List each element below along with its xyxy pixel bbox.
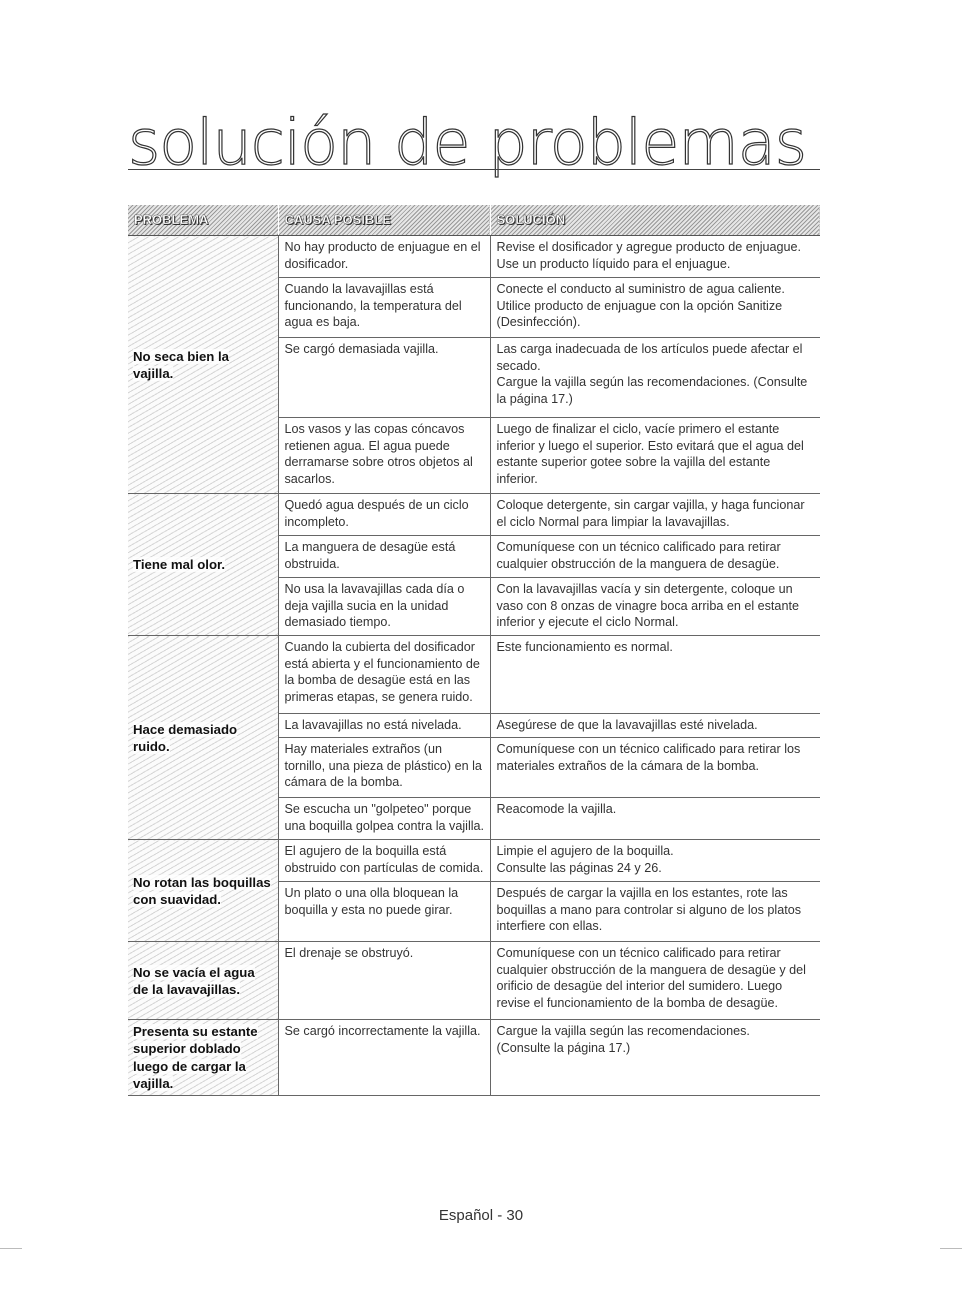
problem-cell [128, 494, 278, 636]
cause-cell: No hay producto de enjuague en el dosificador. [278, 236, 490, 278]
cause-cell: La manguera de desagüe está obstruida. [278, 536, 490, 578]
solution-line: Este funcionamiento es normal. [496, 640, 673, 654]
solution-cell [490, 714, 820, 738]
header-cause: CAUSA POSIBLE [278, 205, 490, 236]
solution-cell [490, 882, 820, 942]
solution-line: Las carga inadecuada de los artículos puede afectar el secado. [496, 342, 803, 373]
solution-line: Cargue la vajilla según las recomendaciones. [496, 1024, 750, 1038]
table-row [128, 236, 820, 278]
solution-cell [490, 798, 820, 840]
problem-text: Tiene mal olor. [133, 557, 226, 573]
solution-cell [490, 1020, 820, 1096]
solution-line: Utilice producto de enjuague con la opción Sanitize (Desinfección). [496, 298, 783, 330]
solution-cell [490, 578, 820, 636]
solution-line: Coloque detergente, sin cargar vajilla, y haga funcionar el ciclo Normal para limpiar la lavavajillas. [496, 498, 805, 529]
solution-line: Con la lavavajillas vacía y sin detergente, coloque un vaso con 8 onzas de vinagre boca arriba en el estante inferior y ejecute el ciclo Normal. [496, 582, 799, 630]
title-rule [128, 169, 820, 170]
problem-cell [128, 1020, 278, 1096]
cause-cell: Un plato o una olla bloquean la boquilla y esta no puede girar. [278, 882, 490, 942]
crop-mark [0, 1248, 22, 1249]
solution-line: Después de cargar la vajilla en los estantes, rote las boquillas a mano para controlar si alguno de los platos interfiere con ellas. [496, 886, 802, 934]
cause-cell: No usa la lavavajillas cada día o deja vajilla sucia en la unidad demasiado tiempo. [278, 578, 490, 636]
header-problem: PROBLEMA [128, 205, 278, 236]
solution-line: Limpie el agujero de la boquilla. [496, 844, 674, 858]
table-header-row [128, 205, 820, 236]
table-row [128, 494, 820, 536]
solution-cell [490, 236, 820, 278]
problem-text: Hace demasiado ruido. [133, 721, 238, 754]
solution-cell [490, 840, 820, 882]
solution-cell [490, 338, 820, 418]
header-solution: SOLUCIÓN [490, 205, 820, 236]
solution-line: Conecte el conducto al suministro de agua caliente. [496, 282, 785, 296]
solution-line: Cargue la vajilla según las recomendaciones. (Consulte la página 17.) [496, 375, 808, 406]
cause-cell: Cuando la cubierta del dosificador está abierta y el funcionamiento de la bomba de desagüe está en las primeras etapas, se genera ruido. [278, 636, 490, 714]
cause-cell: La lavavajillas no está nivelada. [278, 714, 490, 738]
page-title: solución de problemas [128, 106, 807, 179]
cause-cell: Quedó agua después de un ciclo incompleto. [278, 494, 490, 536]
page-footer: Español - 30 [438, 1207, 524, 1224]
problem-cell [128, 942, 278, 1020]
table-row [128, 636, 820, 714]
solution-cell [490, 636, 820, 714]
solution-line: Comuníquese con un técnico calificado para retirar los materiales extraños de la cámara de la bomba. [496, 742, 801, 773]
problem-cell [128, 840, 278, 942]
solution-line: Revise el dosificador y agregue producto de enjuague. [496, 240, 802, 254]
crop-mark [940, 1248, 962, 1249]
solution-line: Comuníquese con un técnico calificado para retirar cualquier obstrucción de la manguera de desagüe y del orificio de desagüe del interior del sumidero. Luego revise el funcionamiento de la bomba de desagüe. [496, 946, 806, 1010]
solution-line: Use un producto líquido para el enjuague. [496, 256, 731, 271]
table-row [128, 1020, 820, 1096]
table-row [128, 942, 820, 1020]
solution-line: Comuníquese con un técnico calificado para retirar cualquier obstrucción de la manguera de desagüe. [496, 540, 781, 571]
solution-line: Asegúrese de que la lavavajillas esté nivelada. [496, 718, 758, 732]
cause-cell: El agujero de la boquilla está obstruido con partículas de comida. [278, 840, 490, 882]
problem-text: Presenta su estante superior doblado luego de cargar la vajilla. [133, 1024, 258, 1092]
solution-line: Reacomode la vajilla. [496, 802, 617, 816]
problem-cell [128, 636, 278, 840]
solution-cell [490, 418, 820, 494]
cause-cell: El drenaje se obstruyó. [278, 942, 490, 1020]
solution-cell [490, 738, 820, 798]
cause-cell: Se cargó demasiada vajilla. [278, 338, 490, 418]
solution-line: Consulte las páginas 24 y 26. [496, 860, 662, 875]
problem-cell [128, 236, 278, 494]
cause-cell: Hay materiales extraños (un tornillo, una pieza de plástico) en la cámara de la bomba. [278, 738, 490, 798]
problem-text: No rotan las boquillas con suavidad. [133, 874, 271, 907]
problem-text: No seca bien la vajilla. [133, 348, 230, 381]
solution-cell [490, 536, 820, 578]
cause-cell: Cuando la lavavajillas está funcionando, la temperatura del agua es baja. [278, 278, 490, 338]
cause-cell: Los vasos y las copas cóncavos retienen agua. El agua puede derramarse sobre otros objetos al sacarlos. [278, 418, 490, 494]
solution-line: (Consulte la página 17.) [496, 1040, 631, 1055]
troubleshooting-table [128, 205, 820, 1096]
solution-cell [490, 942, 820, 1020]
solution-cell [490, 494, 820, 536]
solution-line: Luego de finalizar el ciclo, vacíe primero el estante inferior y luego el superior. Esto evitará que el agua del estante superior gotee sobre la vajilla del estante inferior. [496, 422, 804, 486]
cause-cell: Se cargó incorrectamente la vajilla. [278, 1020, 490, 1096]
problem-text: No se vacía el agua de la lavavajillas. [133, 964, 255, 997]
table-row [128, 840, 820, 882]
cause-cell: Se escucha un "golpeteo" porque una boquilla golpea contra la vajilla. [278, 798, 490, 840]
solution-cell [490, 278, 820, 338]
